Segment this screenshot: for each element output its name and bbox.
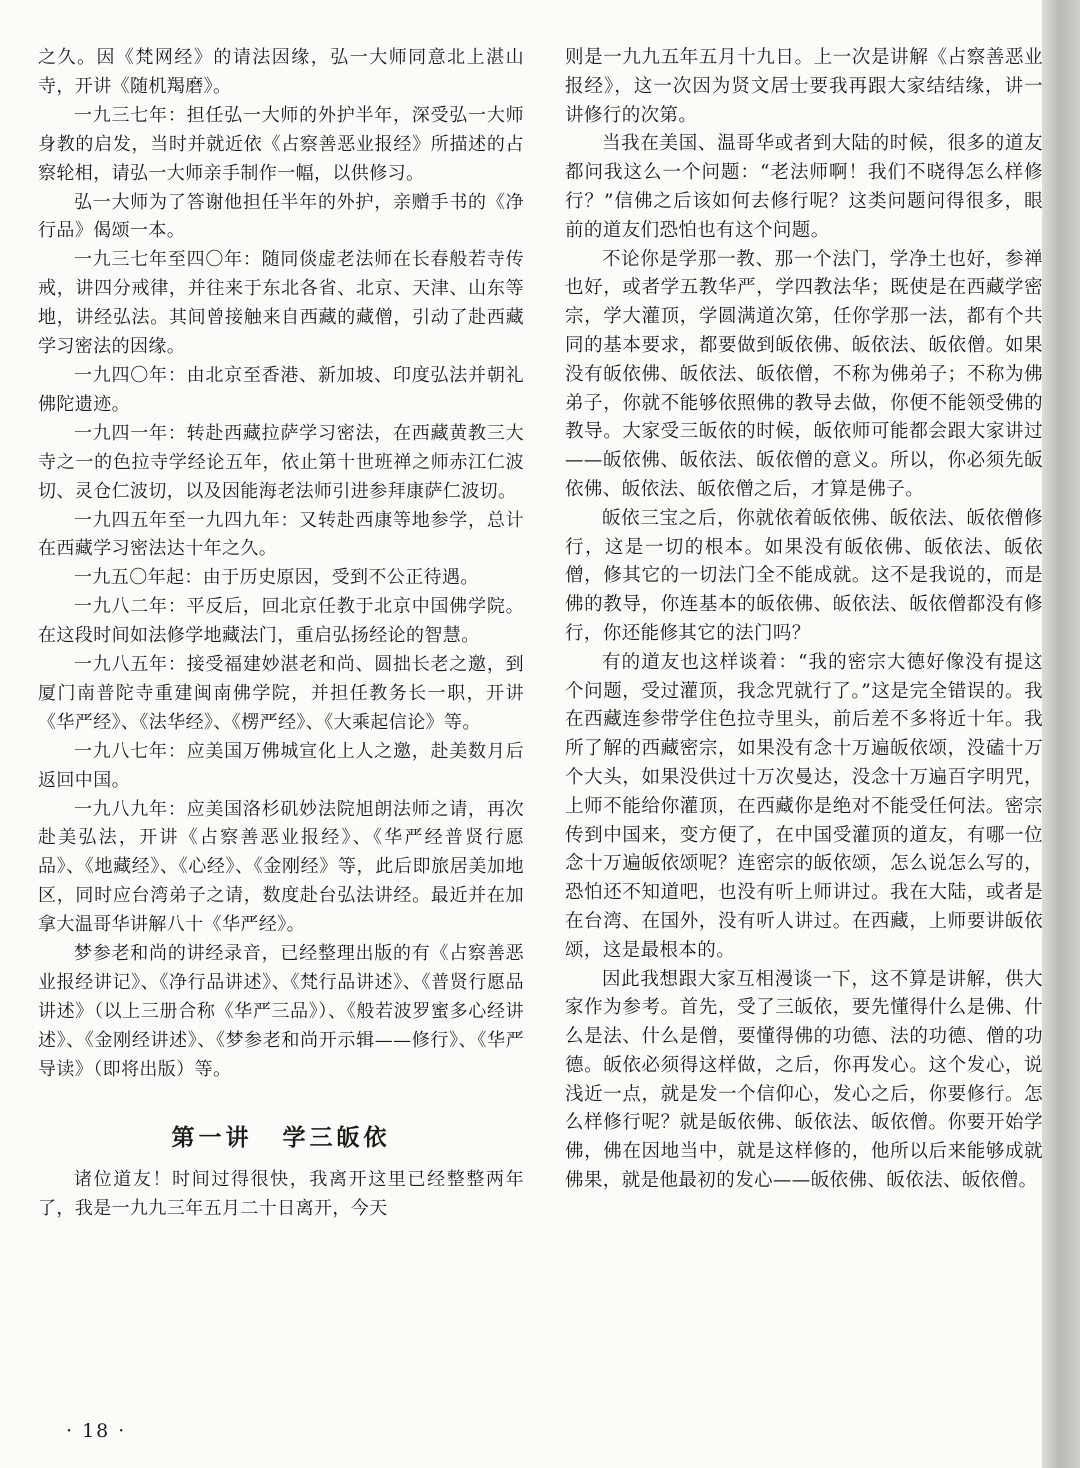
paragraph: 一九三七年至四〇年：随同倓虚老法师在长春般若寺传戒，讲四分戒律，并往来于东北各省、北京、天津、山东等地，讲经弘法。其间曾接触来自西藏的藏僧，引动了赴西藏学习密法的因缘。	[38, 249, 524, 358]
paragraph: 不论你是学那一教、那一个法门，学净土也好，参禅也好，或者学五教华严，学四教法华；既使是在西藏学密宗，学大灌顶，学圆满道次第，任你学那一法，都有个共同的基本要求，都要做到皈依佛、皈依法、皈依僧。如果没有皈依佛、皈依法、皈依僧，不称为佛弟子；不称为佛弟子，你就不能够依照佛的教导去做，你便不能领受佛的教导。大家受三皈依的时候，皈依师可能都会跟大家讲过——皈依佛、皈依法、皈依僧的意义。所以，你必须先皈依佛、皈依法、皈依僧之后，才算是佛子。	[565, 248, 1043, 500]
right-column	[565, 44, 1043, 1196]
paragraph: 一九八九年：应美国洛杉矶妙法院旭朗法师之请，再次赴美弘法，开讲《占察善恶业报经》、《华严经普贤行愿品》、《地藏经》、《心经》、《金刚经》等，此后即旅居美加地区，同时应台湾弟子之请，数度赴台弘法讲经。最近并在加拿大温哥华讲解八十《华严经》。	[38, 798, 524, 936]
paragraph: 皈依三宝之后，你就依着皈依佛、皈依法、皈依僧修行，这是一切的根本。如果没有皈依佛、皈依法、皈依僧，修其它的一切法门全不能成就。这不是我说的，而是佛的教导，你连基本的皈依佛、皈依法、皈依僧都没有修行，你还能修其它的法门吗？	[565, 507, 1043, 644]
paragraph: 一九四〇年：由北京至香港、新加坡、印度弘法并朝礼佛陀遗迹。	[38, 364, 524, 415]
paragraph: 一九四一年：转赴西藏拉萨学习密法，在西藏黄教三大寺之一的色拉寺学经论五年，依止第十世班禅之师赤江仁波切、灵仓仁波切，以及因能海老法师引进参拜康萨仁波切。	[38, 422, 524, 502]
paragraph: 一九八五年：接受福建妙湛老和尚、圆拙长老之邀，到厦门南普陀寺重建闽南佛学院，并担任教务长一职，开讲《华严经》、《法华经》、《楞严经》、《大乘起信论》等。	[38, 654, 524, 733]
paragraph: 梦参老和尚的讲经录音，已经整理出版的有《占察善恶业报经讲记》、《净行品讲述》、《梵行品讲述》、《普贤行愿品讲述》（以上三册合称《华严三品》）、《般若波罗蜜多心经讲述》、《金刚经讲述》、《梦参老和尚开示辑——修行》、《华严导读》（即将出版）等。	[38, 943, 524, 1080]
paragraph: 诸位道友！时间过得很快，我离开这里已经整整两年了，我是一九九三年五月二十日离开，今天	[38, 1168, 524, 1219]
paragraph: 一九八七年：应美国万佛城宣化上人之邀，赴美数月后返回中国。	[38, 740, 524, 791]
lecture-title: 学三皈依	[282, 1124, 391, 1151]
paragraph: 当我在美国、温哥华或者到大陆的时候，很多的道友都问我这么一个问题：“老法师啊！我们不晓得怎么样修行？”信佛之后该如何去修行呢？这类问题问得很多，眼前的道友们恐怕也有这个问题。	[565, 133, 1043, 241]
paragraph: 弘一大师为了答谢他担任半年的外护，亲赠手书的《净行品》偈颂一本。	[38, 191, 524, 242]
lecture-heading	[38, 1119, 524, 1152]
lecture-number: 第一讲	[171, 1124, 253, 1151]
page-number: · 18 ·	[66, 1420, 127, 1442]
paragraph: 有的道友也这样谈着：“我的密宗大德好像没有提这个问题，受过灌顶，我念咒就行了。”这是完全错误的。我在西藏连参带学住色拉寺里头，前后差不多将近十年。我所了解的西藏密宗，如果没有念十万遍皈依颂，没磕十万个大头，如果没供过十万次曼达，没念十万遍百字明咒，上师不能给你灌顶，在西藏你是绝对不能受任何法。密宗传到中国来，变方便了，在中国受灌顶的道友，有哪一位念十万遍皈依颂呢？连密宗的皈依颂，怎么说怎么写的，恐怕还不知道吧，也没有听上师讲过。我在大陆，或者是在台湾、在国外，没有听人讲过。在西藏，上师要讲皈依颂，这是最根本的。	[565, 651, 1043, 961]
scan-edge-shadow	[1042, 0, 1080, 1468]
paragraph: 一九四五年至一九四九年：又转赴西康等地参学，总计在西藏学习密法达十年之久。	[38, 509, 524, 560]
paragraph: 一九五〇年起：由于历史原因，受到不公正待遇。	[74, 567, 479, 589]
paragraph: 之久。因《梵网经》的请法因缘，弘一大师同意北上湛山寺，开讲《随机羯磨》。	[38, 47, 524, 97]
paragraph: 一九八二年：平反后，回北京任教于北京中国佛学院。在这段时间如法修学地藏法门，重启弘扬经论的智慧。	[38, 596, 524, 647]
paragraph: 因此我想跟大家互相漫谈一下，这不算是讲解，供大家作为参考。首先，受了三皈依，要先懂得什么是佛、什么是法、什么是僧，要懂得佛的功德、法的功德、僧的功德。皈依必须得这样做，之后，你再发心。这个发心，说浅近一点，就是发一个信仰心，发心之后，你要修行。怎么样修行呢？就是皈依佛、皈依法、皈依僧。你要开始学佛，佛在因地当中，就是这样修的，他所以后来能够成就佛果，就是他最初的发心——皈依佛、皈依法、皈依僧。	[565, 968, 1043, 1192]
paragraph: 一九三七年：担任弘一大师的外护半年，深受弘一大师身教的启发，当时并就近依《占察善恶业报经》所描述的占察轮相，请弘一大师亲手制作一幅，以供修习。	[38, 104, 524, 184]
paragraph: 则是一九九五年五月十九日。上一次是讲解《占察善恶业报经》，这一次因为贤文居士要我再跟大家结结缘，讲一讲修行的次第。	[565, 47, 1043, 126]
left-column	[38, 44, 524, 1223]
